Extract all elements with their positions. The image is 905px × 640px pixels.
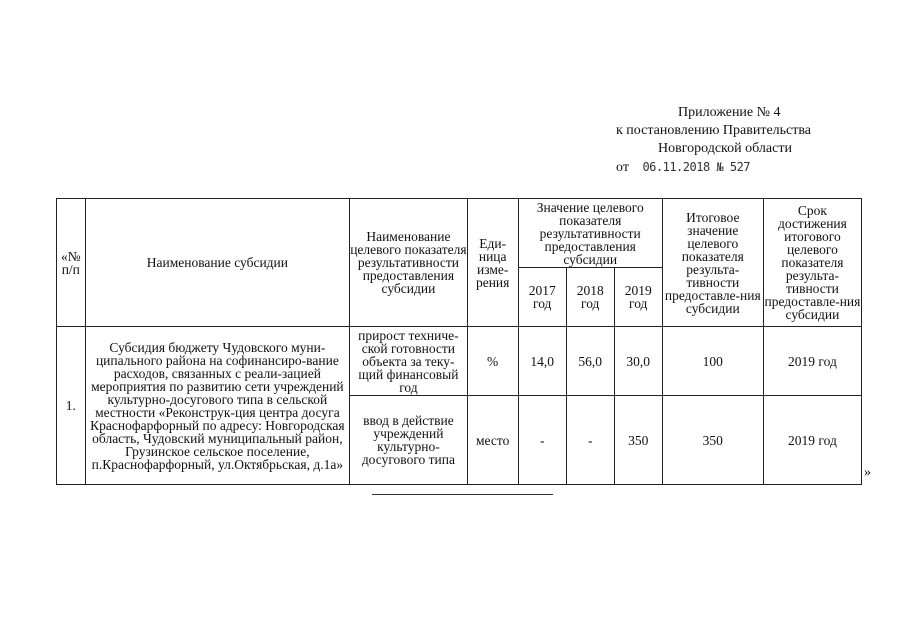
row-final: 100	[662, 327, 763, 396]
row-unit: место	[467, 396, 518, 485]
header-indicator: Наименование целевого показателя результативности предоставления субсидии	[350, 199, 467, 327]
appendix-line-3: Новгородской области	[658, 141, 792, 156]
row-2019: 350	[614, 396, 662, 485]
appendix-title: Приложение № 4	[678, 105, 781, 120]
table-row	[57, 327, 862, 396]
header-final: Итоговое значение целевого показателя результа-тивности предоставле-ния субсидии	[662, 199, 763, 327]
row-final: 350	[662, 396, 763, 485]
subsidy-table	[56, 198, 862, 485]
header-value-group: Значение целевого показателя результативности предоставления субсидии	[518, 199, 662, 268]
header-term: Срок достижения итогового целевого показателя результа-тивности предоставле-ния субсидии	[763, 199, 861, 327]
header-2018: 2018 год	[566, 268, 614, 327]
separator-line	[372, 494, 553, 495]
appendix-date-line	[616, 158, 811, 177]
row-2018: -	[566, 396, 614, 485]
appendix-date-number: 06.11.2018 № 527	[642, 160, 751, 174]
row-2019: 30,0	[614, 327, 662, 396]
appendix-from: от	[616, 160, 629, 175]
header-num: «№ п/п	[57, 199, 86, 327]
appendix-line-2: к постановлению Правительства	[616, 123, 812, 138]
row-2017: -	[518, 396, 566, 485]
appendix-header	[616, 104, 811, 177]
row-indicator: прирост техниче-ской готовности объекта за теку-щий финансовый год	[350, 327, 467, 396]
header-name: Наименование субсидии	[85, 199, 350, 327]
closing-quote: »	[864, 465, 871, 480]
header-2017: 2017 год	[518, 268, 566, 327]
row-2017: 14,0	[518, 327, 566, 396]
row-unit: %	[467, 327, 518, 396]
row-num: 1.	[57, 327, 86, 485]
row-term: 2019 год	[763, 396, 861, 485]
header-unit: Еди-ница изме-рения	[467, 199, 518, 327]
header-2019: 2019 год	[614, 268, 662, 327]
row-indicator: ввод в действие учреждений культурно-досугового типа	[350, 396, 467, 485]
row-term: 2019 год	[763, 327, 861, 396]
header-row	[57, 199, 862, 268]
row-2018: 56,0	[566, 327, 614, 396]
row-name: Субсидия бюджету Чудовского муни-ципального района на софинансиро-вание расходов, связанных с реали-зацией мероприятия по развитию сети учреждений культурно-досугового типа в сельской местности «Реконструк-ция центра досуга Краснофарфорный по адресу: Новгородская область, Чудовский муниципальный район, Грузинское сельское поселение, п.Краснофарфорный, ул.Октябрьская, д.1а»	[85, 327, 350, 485]
